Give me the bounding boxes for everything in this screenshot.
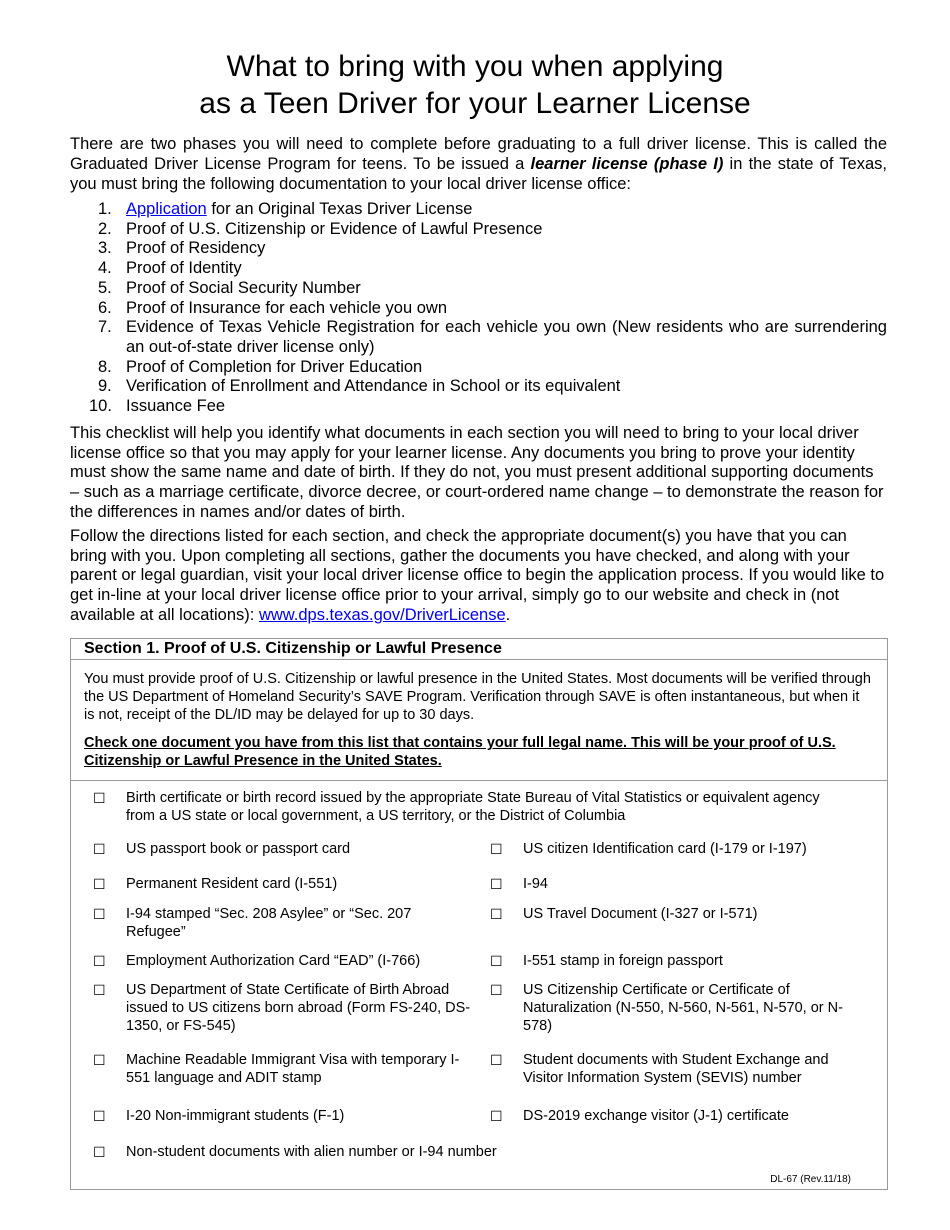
checkbox[interactable]: ☐ [93,1144,106,1160]
option-label: Employment Authorization Card “EAD” (I-766) [126,953,421,969]
option-label: US Citizenship Certificate or Certificate of Naturalization (N-550, N-560, N-561, N-570, or N-578) [523,982,843,1034]
list-item-text: for an Original Texas Driver License [206,200,473,218]
option-label: Machine Readable Immigrant Visa with temporary I-551 language and ADIT stamp [126,1052,460,1086]
checkbox[interactable]: ☐ [93,906,106,922]
option-label: US passport book or passport card [126,841,351,857]
option-label: Birth certificate or birth record issued by the appropriate State Bureau of Vital Statistics or equivalent agency from a US state or local government, a US territory, or the District of Columbia [126,790,820,824]
section-instruction: Check one document you have from this list that contains your full legal name. This will be your proof of U.S. Citizenship or Lawful Presence in the United States. [84,735,836,769]
option-label: Non-student documents with alien number or I-94 number [126,1144,497,1160]
checklist-paragraph: This checklist will help you identify what documents in each section you will need to bring to your local driver license office so that you may apply for your learner license. Any documents you bring to prove your identity must show the same name and date of birth. If they do not, you must present additional supporting documents – such as a marriage certificate, divorce decree, or court-ordered name change – to demonstrate the reason for the differences in names and/or dates of birth. [70,424,884,521]
section-description: You must provide proof of U.S. Citizenship or lawful presence in the United States. Most documents will be verified through the US Department of Homeland Security’s SAVE Program. Verification through SAVE is often instantaneous, but when it is not, receipt of the DL/ID may be delayed for up to 30 days. [84,671,871,723]
checkbox[interactable]: ☐ [93,790,106,806]
checkbox[interactable]: ☐ [93,982,106,998]
required-documents-list [70,200,887,417]
list-item [70,377,887,397]
list-number: 10. [89,397,112,416]
option-label: DS-2019 exchange visitor (J-1) certificate [523,1108,789,1124]
option-label: I-94 [523,876,548,892]
list-item [70,279,887,299]
option-label: I-551 stamp in foreign passport [523,953,723,969]
option-label: Student documents with Student Exchange and Visitor Information System (SEVIS) number [523,1052,829,1086]
list-item [70,318,887,357]
list-item [70,397,887,417]
dps-website-link[interactable]: www.dps.texas.gov/DriverLicense [258,605,506,624]
list-item-text: Verification of Enrollment and Attendance in School or its equivalent [126,377,621,396]
option-label: US citizen Identification card (I-179 or I-197) [523,841,807,857]
checkbox[interactable]: ☐ [490,982,503,998]
checkbox[interactable]: ☐ [490,1052,503,1068]
list-item [70,259,887,279]
page-title [0,48,950,122]
checkbox[interactable]: ☐ [490,953,503,969]
list-number: 6. [98,298,112,317]
section-1-citizenship [70,638,888,1190]
directions-paragraph [70,527,887,626]
directions-end: . [505,605,511,624]
application-link[interactable]: Application [126,200,207,218]
list-item-text: Proof of Residency [126,239,266,258]
option-label: US Travel Document (I-327 or I-571) [523,906,758,922]
checkbox[interactable]: ☐ [93,876,106,892]
intro-text-after: in the state of Texas, you must bring the following documentation to your local driver license office: [70,155,887,193]
checkbox[interactable]: ☐ [93,841,106,857]
option-label: I-94 stamped “Sec. 208 Asylee” or “Sec. 207 Refugee” [126,906,412,940]
checkbox[interactable]: ☐ [490,841,503,857]
list-number: 1. [98,200,112,218]
list-item-text: Proof of Insurance for each vehicle you own [126,298,448,317]
intro-emphasis: learner license (phase I) [530,155,724,173]
checkbox[interactable]: ☐ [490,876,503,892]
option-label: I-20 Non-immigrant students (F-1) [126,1108,345,1124]
checkbox[interactable]: ☐ [490,1108,503,1124]
list-number: 4. [98,259,112,278]
directions-text: Follow the directions listed for each section, and check the appropriate document(s) you have that you can bring with you. Upon completing all sections, gather the documents you have checked, and along with your parent or legal guardian, visit your local driver license office to begin the application process. If you would like to get in-line at your local driver license office prior to your arrival, simply go to our website and check in (not available at all locations): [70,527,885,624]
list-item [70,299,887,319]
checkbox[interactable]: ☐ [93,1108,106,1124]
list-item [70,239,887,259]
list-item-text: Proof of Social Security Number [126,278,361,297]
option-label: Permanent Resident card (I-551) [126,876,338,892]
form-number: DL-67 (Rev.11/18) [770,1174,851,1185]
section-heading: Section 1. Proof of U.S. Citizenship or Lawful Presence [71,639,887,660]
intro-text-before: There are two phases you will need to complete before graduating to a full driver license. This is called the Graduated Driver License Program for teens. To be issued a [70,135,887,173]
list-item-text: Issuance Fee [126,397,226,416]
section-description-box [71,660,887,781]
checkbox[interactable]: ☐ [490,906,503,922]
list-number: 5. [98,278,112,297]
checkbox[interactable]: ☐ [93,953,106,969]
list-item-text: Proof of Identity [126,259,242,278]
list-number: 3. [98,239,112,258]
list-number: 7. [98,318,112,337]
list-number: 9. [98,377,112,396]
list-item [70,200,887,220]
list-item-text: Proof of Completion for Driver Education [126,357,423,376]
option-label: US Department of State Certificate of Birth Abroad issued to US citizens born abroad (Form FS-240, DS-1350, or FS-545) [126,982,471,1034]
title-line-2: as a Teen Driver for your Learner License [199,87,751,120]
list-item-text: Evidence of Texas Vehicle Registration for each vehicle you own (New residents who are surrendering an out-of-state driver license only) [126,318,887,356]
list-number: 2. [98,219,112,238]
list-item-text: Proof of U.S. Citizenship or Evidence of Lawful Presence [126,219,543,238]
intro-paragraph [70,134,887,194]
list-item [70,220,887,240]
list-number: 8. [98,357,112,376]
checkbox[interactable]: ☐ [93,1052,106,1068]
list-item [70,358,887,378]
title-line-1: What to bring with you when applying [226,50,724,83]
